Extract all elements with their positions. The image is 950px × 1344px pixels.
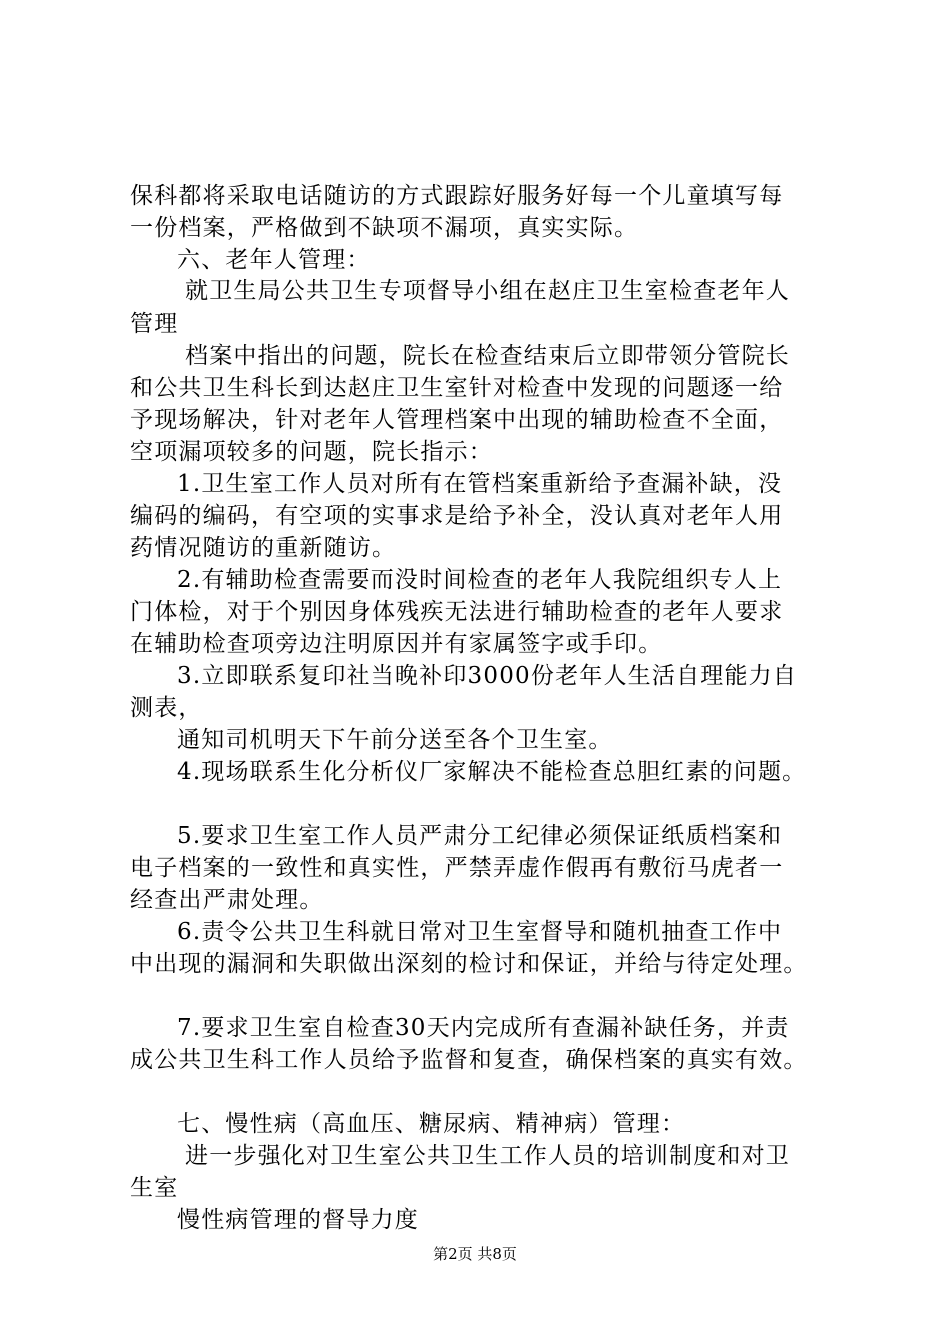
paragraph-line: 一份档案，严格做到不缺项不漏项，真实实际。	[130, 215, 639, 241]
paragraph-line: 生室	[130, 1175, 179, 1201]
list-item-line: 2.有辅助检查需要而没时间检查的老年人我院组织专人上	[177, 567, 783, 593]
list-item-line: 经查出严肃处理。	[130, 887, 324, 913]
list-item-line: 中出现的漏洞和失职做出深刻的检讨和保证，并给与待定处理。	[130, 951, 808, 977]
list-item-line: 药情况随访的重新随访。	[130, 535, 397, 561]
paragraph-line: 保科都将采取电话随访的方式跟踪好服务好每一个儿童填写每	[130, 183, 784, 209]
list-item-line: 测表，	[130, 695, 203, 721]
list-item-line: 在辅助检查项旁边注明原因并有家属签字或手印。	[130, 631, 663, 657]
list-item-line: 电子档案的一致性和真实性，严禁弄虚作假再有敷衍马虎者一	[130, 855, 784, 881]
section-heading: 六、老年人管理：	[177, 247, 371, 273]
list-item-line: 7.要求卫生室自检查30天内完成所有查漏补缺任务，并责	[177, 1015, 790, 1041]
list-item-line: 1.卫生室工作人员对所有在管档案重新给予查漏补缺，没	[177, 471, 783, 497]
paragraph-line: 进一步强化对卫生室公共卫生工作人员的培训制度和对卫	[185, 1143, 790, 1169]
paragraph-line: 和公共卫生科长到达赵庄卫生室针对检查中发现的问题逐一给	[130, 375, 784, 401]
paragraph-line: 予现场解决，针对老年人管理档案中出现的辅助检查不全面，	[130, 407, 784, 433]
paragraph-line: 管理	[130, 311, 179, 337]
page-number: 第2页 共8页	[433, 1245, 517, 1263]
list-item-line: 门体检，对于个别因身体残疾无法进行辅助检查的老年人要求	[130, 599, 784, 625]
list-item-line: 3.立即联系复印社当晚补印3000份老年人生活自理能力自	[177, 663, 798, 689]
list-item-line: 通知司机明天下午前分送至各个卫生室。	[177, 727, 613, 753]
list-item-line: 4.现场联系生化分析仪厂家解决不能检查总胆红素的问题。	[177, 759, 807, 785]
list-item-line: 成公共卫生科工作人员给予监督和复查，确保档案的真实有效。	[130, 1047, 808, 1073]
paragraph-line: 慢性病管理的督导力度	[177, 1207, 419, 1233]
paragraph-line: 档案中指出的问题，院长在检查结束后立即带领分管院长	[185, 343, 790, 369]
list-item-line: 编码的编码，有空项的实事求是给予补全，没认真对老年人用	[130, 503, 784, 529]
paragraph-line: 就卫生局公共卫生专项督导小组在赵庄卫生室检查老年人	[185, 278, 790, 304]
section-heading: 七、慢性病（高血压、糖尿病、精神病）管理：	[177, 1111, 686, 1137]
list-item-line: 5.要求卫生室工作人员严肃分工纪律必须保证纸质档案和	[177, 823, 783, 849]
paragraph-line: 空项漏项较多的问题，院长指示：	[130, 439, 493, 465]
list-item-line: 6.责令公共卫生科就日常对卫生室督导和随机抽查工作中	[177, 919, 783, 945]
